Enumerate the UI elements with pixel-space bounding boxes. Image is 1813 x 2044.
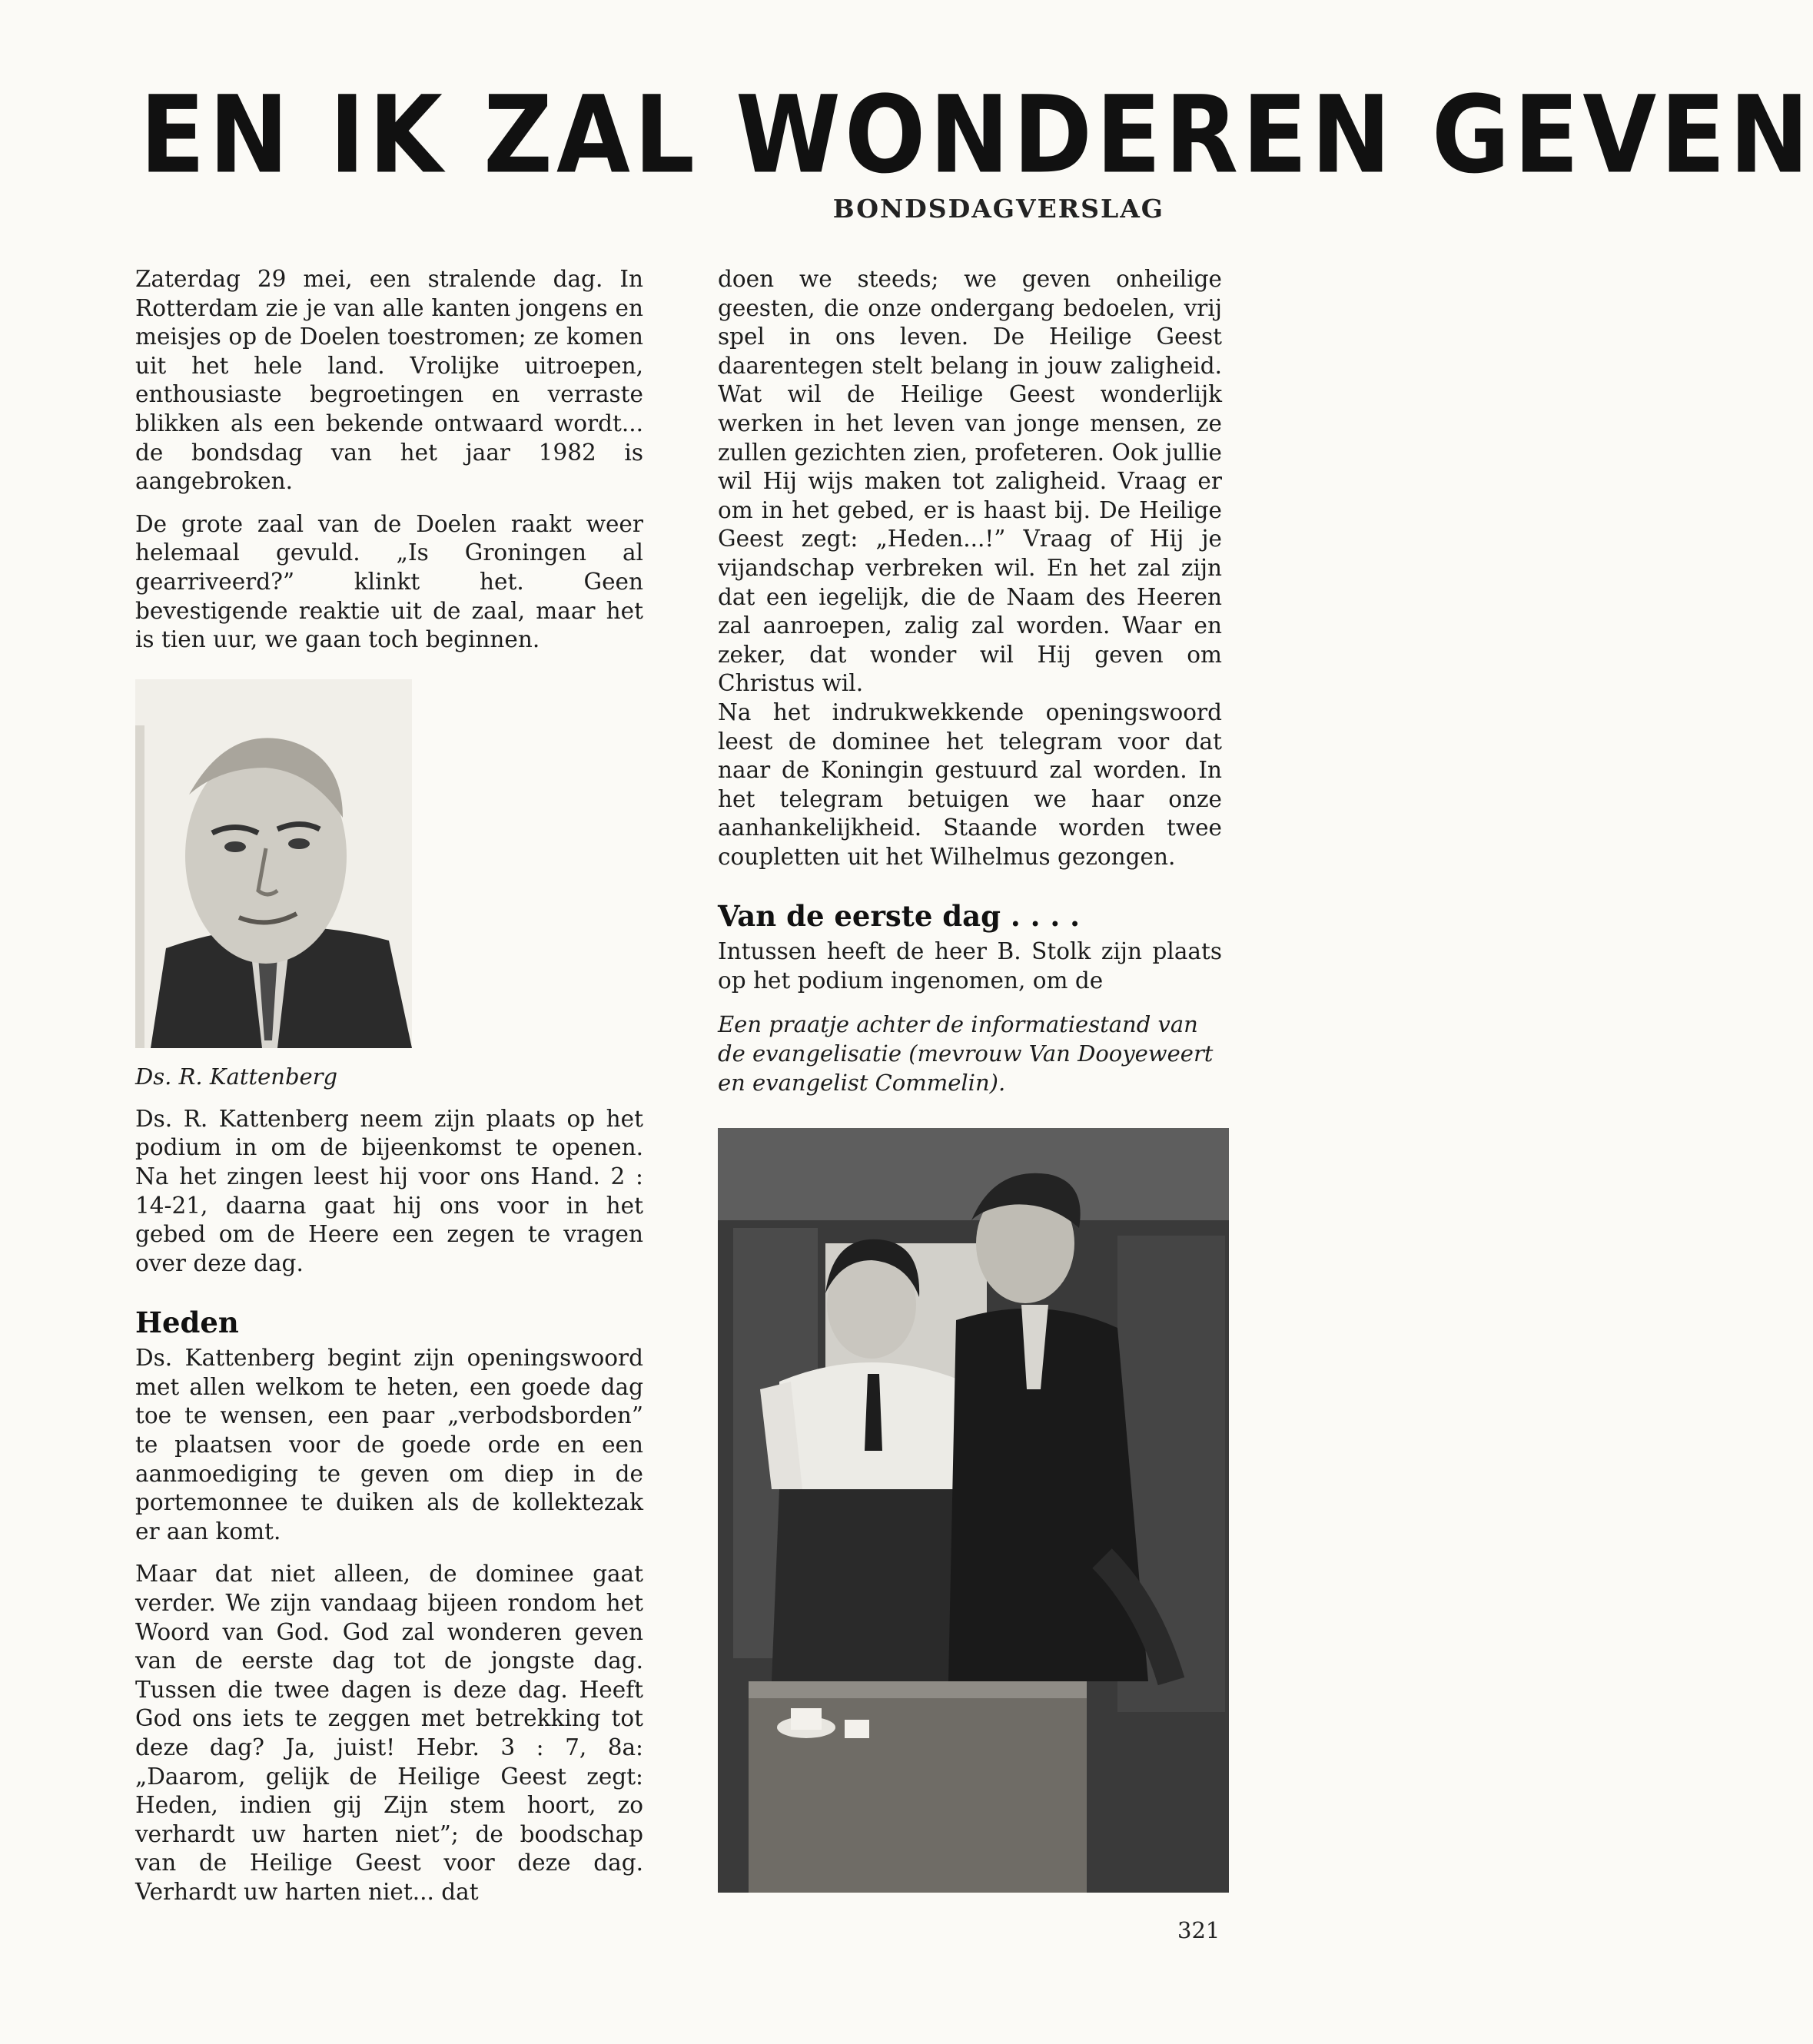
page-number: 321 (1177, 1917, 1220, 1943)
info-stand-illustration (718, 1128, 1229, 1893)
body-paragraph: Na het indrukwekkende openingswoord leest de dominee het telegram voor dat naar de Koningin gestuurd zal worden. In het telegram betuigen we haar onze aanhankelijkheid. Staande worden twee coupletten uit het Wilhelmus gezongen. (718, 698, 1222, 870)
intro-paragraph: De grote zaal van de Doelen raakt weer helemaal gevuld. „Is Groningen al gearriveerd?” klinkt het. Geen bevestigende reaktie uit de zaal, maar het is tien uur, we gaan toch beginnen. (135, 510, 643, 653)
photo-caption: Een praatje achter de informatiestand van de evangelisatie (mevrouw Van Dooyeweert en evangelist Commelin). (718, 1010, 1214, 1096)
body-paragraph: doen we steeds; we geven onheilige geesten, die onze ondergang bedoelen, vrij spel in ons leven. De Heilige Geest daarentegen stelt belang in jouw zaligheid. Wat wil de Heilige Geest wonderlijk werken in het leven van jonge mensen, ze zullen gezichten zien, profeteren. Ook jullie wil Hij wijs maken tot zaligheid. Vraag er om in het gebed, er is haast bij. De Heilige Geest zegt: „Heden...!” Vraag of Hij je vijandschap verbreken wil. En het zal zijn dat een iegelijk, die de Naam des Heeren zal aanroepen, zalig zal worden. Waar en zeker, dat wonder wil Hij geven om Christus wil. (718, 266, 1222, 697)
body-paragraph: Maar dat niet alleen, de dominee gaat verder. We zijn vandaag bijeen rondom het Woord van God. God zal wonderen geven van de eerste dag tot de jongste dag. Tussen die twee dagen is deze dag. Heeft God ons iets te zeggen met betrekking tot deze dag? Ja, juist! Hebr. 3 : 7, 8a: „Daarom, gelijk de Heilige Geest zegt: Heden, indien gij Zijn stem hoort, zo verhardt uw harten niet”; de boodschap van de Heilige Geest voor deze dag. Verhardt uw harten niet... dat (135, 1561, 643, 1905)
article-subtitle: BONDSDAGVERSLAG (832, 194, 1164, 224)
left-column (135, 265, 643, 1921)
portrait-illustration (135, 679, 412, 1048)
body-paragraph: Ds. Kattenberg begint zijn openingswoord met allen welkom te heten, een goede dag toe te wensen, een paar „verbodsborden” te plaatsen voor de goede orde en een aanmoediging te geven om diep in de portemonnee te duiken als de kollektezak er aan komt. (135, 1345, 643, 1545)
article-headline: EN IK ZAL WONDEREN GEVEN (140, 73, 1813, 198)
intro-paragraph: Zaterdag 29 mei, een stralende dag. In Rotterdam zie je van alle kanten jongens en meisjes op de Doelen toestromen; ze komen uit het hele land. Vrolijke uitroepen, enthousiaste begroetingen en verraste blikken als een bekende ontwaard wordt... de bondsdag van het jaar 1982 is aangebroken. (135, 266, 643, 495)
right-column (718, 265, 1222, 1893)
info-stand-photo (718, 1128, 1229, 1893)
section-heading-heden: Heden (135, 1306, 239, 1340)
section-heading-eerste-dag: Van de eerste dag . . . . (718, 899, 1081, 934)
body-paragraph: Intussen heeft de heer B. Stolk zijn plaats op het podium ingenomen, om de (718, 938, 1222, 994)
portrait-photo (135, 679, 412, 1048)
portrait-caption: Ds. R. Kattenberg (135, 1063, 338, 1090)
body-paragraph: Ds. R. Kattenberg neem zijn plaats op het podium in om de bijeenkomst te openen. Na het zingen leest hij voor ons Hand. 2 : 14-21, daarna gaat hij ons voor in het gebed om de Heere een zegen te vragen over deze dag. (135, 1105, 643, 1276)
